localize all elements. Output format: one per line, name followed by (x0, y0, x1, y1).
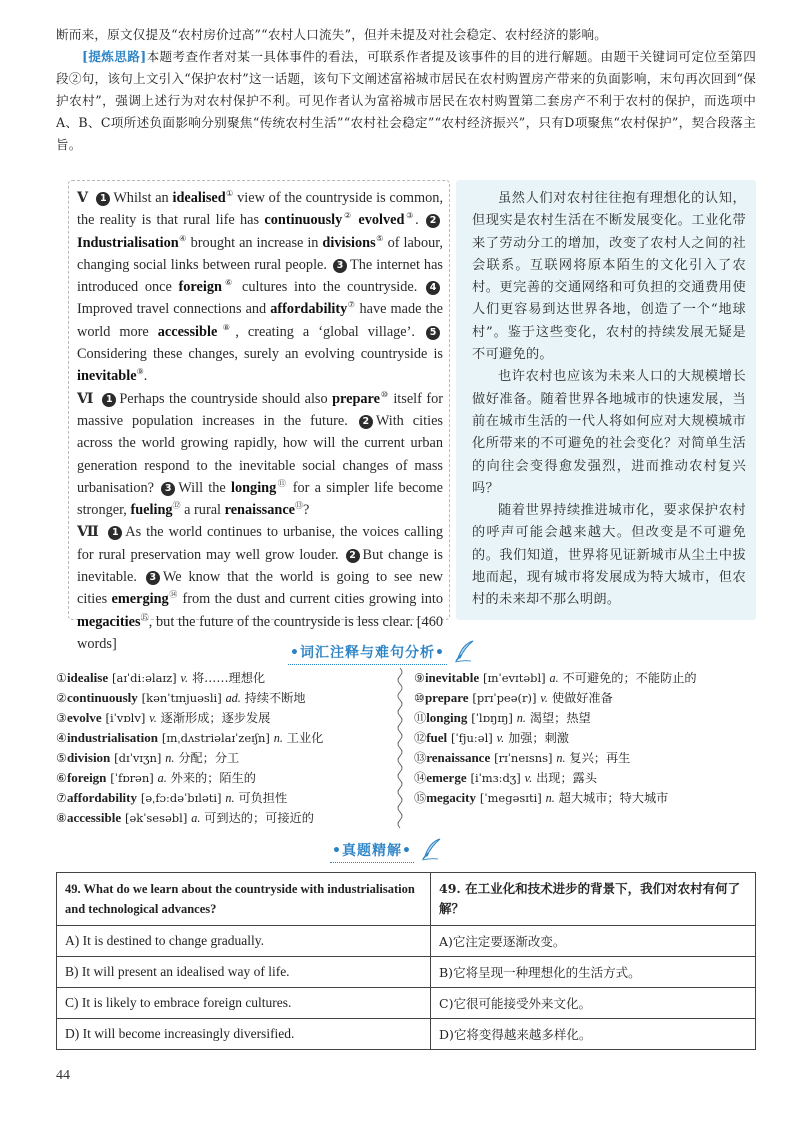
sentence-text: But change is inevitable. (77, 546, 444, 586)
vocab-number: ① (56, 671, 67, 685)
vocab-entry (414, 688, 697, 708)
vocab-phonetic: [iˈmɜːdʒ] (470, 771, 521, 785)
vocab-phonetic: [prɪˈpeə(r)] (472, 691, 537, 705)
vocab-number: ⑤ (56, 751, 67, 765)
footnote-marker: ⑫ (172, 501, 181, 511)
vocab-headword: division (66, 750, 111, 765)
vocab-word: prepare (332, 390, 380, 407)
sentence-number: 3 (161, 482, 175, 496)
word-count: [460 words] (77, 613, 443, 652)
sentence-text: The internet has introduced once (77, 256, 443, 296)
sentence-text: for a simpler life become stronger, (77, 479, 444, 519)
vocab-word: emerging (111, 591, 169, 608)
vocab-meaning: 外来的；陌生的 (170, 771, 256, 785)
vocab-pos: ad. (225, 691, 241, 705)
vocab-title-text: •词汇注释与难句分析• (288, 642, 447, 665)
sentence-text: of labour, changing social links between rural people. (77, 234, 444, 273)
vocab-pos: v. (149, 711, 157, 725)
vocab-headword: idealise (66, 670, 109, 685)
vocab-meaning: 超大城市；特大城市 (558, 791, 669, 805)
feather-pen-icon (453, 639, 477, 667)
sentence-text: We know that the world is going to see new cities (77, 569, 443, 608)
vocab-word: renaissance (224, 502, 296, 519)
vocab-phonetic: [kənˈtɪnjuəsli] (141, 691, 222, 705)
footnote-marker: ⑦ (347, 300, 356, 310)
passage-section (56, 180, 756, 652)
paragraph-numeral: Ⅴ (77, 190, 89, 206)
footnote-marker: ⑮ (140, 612, 149, 622)
vocab-entry (414, 768, 697, 788)
vocab-number: ⑬ (414, 751, 427, 765)
vocab-pos: n. (273, 731, 283, 745)
sentence-text: With cities across the world growing rapidly, how will the current urban generation respond to the inevitable social changes of mass urbanisation? (77, 412, 443, 496)
vocab-number: ④ (56, 731, 67, 745)
vocab-entry (414, 708, 697, 728)
vocab-entry (56, 728, 323, 748)
footnote-marker: ③ (404, 211, 416, 221)
vocab-pos: v. (540, 691, 548, 705)
vocab-phonetic: [dɪˈvɪʒn] (114, 751, 162, 765)
vocab-list-left (56, 668, 323, 828)
option-en: C) It is likely to embrace foreign cultures. (57, 988, 431, 1019)
question-table (56, 872, 756, 1050)
vocab-word: divisions (322, 234, 376, 251)
vocab-entry (414, 748, 697, 768)
question-en: 49. What do we learn about the countryside with industrialisation and technological advances? (57, 873, 431, 926)
vocab-meaning: 可负担性 (238, 791, 288, 805)
page-number: 44 (56, 1068, 70, 1083)
vocab-word: Industrialisation (77, 234, 179, 251)
explanation-block (56, 24, 756, 156)
sentence-number: 3 (146, 571, 160, 585)
question-row (57, 873, 756, 926)
vocab-pos: v. (496, 731, 505, 745)
option-zh: D)它将变得越来越多样化。 (431, 1019, 756, 1050)
vocab-pos: a. (157, 771, 167, 785)
vocab-meaning: 逐渐形成；逐步发展 (160, 711, 271, 725)
vocab-headword: longing (426, 710, 468, 725)
vocab-number: ⑮ (414, 791, 427, 805)
vocab-number: ⑧ (56, 811, 67, 825)
vocab-number: ③ (56, 711, 67, 725)
vocab-entry (56, 788, 323, 808)
vocab-pos: v. (180, 671, 189, 685)
sentence-text: Perhaps the countryside should also (119, 390, 333, 407)
translation-paragraph: 也许农村也应该为未来人口的大规模增长做好准备。随着世界各地城市的快速发展，当前在城市生活的一代人将如何应对大规模城市化所带来的不可避免的社会变化？对简单生活的向往会变得愈发强烈，进而推动农村复兴吗？ (472, 369, 746, 496)
vocab-headword: emerge (426, 770, 467, 785)
vocab-phonetic: [ˈlɒŋɪŋ] (471, 711, 513, 725)
vocab-headword: megacity (426, 790, 476, 805)
footnote-marker: ⑥ (221, 278, 236, 288)
vocab-meaning: 渴望；热望 (529, 711, 591, 725)
vocab-pos: n. (545, 791, 555, 805)
question-zh: 49. 在工业化和技术进步的背景下，我们对农村有何了解？ (431, 873, 756, 926)
option-en: B) It will present an idealised way of life. (57, 957, 431, 988)
sentence-text: ? (303, 502, 310, 519)
footnote-marker: ⑨ (136, 367, 144, 377)
option-en: A) It is destined to change gradually. (57, 926, 431, 957)
vocab-phonetic: [iˈvɒlv] (105, 711, 146, 725)
sentence-number: 3 (333, 259, 347, 273)
explanation-line: 断而来，原文仅提及“农村房价过高”“农村人口流失”，但并未提及对社会稳定、农村经济的影响。 (56, 27, 608, 42)
vocab-headword: inevitable (424, 670, 480, 685)
vocab-entry (414, 728, 697, 748)
sentence-text: brought an increase in (186, 234, 323, 251)
sentence-text: , creating a ‘global village’. (235, 323, 424, 340)
vocab-entry (56, 748, 323, 768)
sentence-text: Considering these changes, surely an evolving countryside is (77, 346, 443, 363)
vocab-word: longing (230, 479, 277, 496)
sentence-text: from the dust and current cities growing into (178, 591, 444, 608)
vocab-pos: a. (549, 671, 559, 685)
feather-pen-icon (420, 837, 444, 865)
vocab-number: ⑭ (414, 771, 427, 785)
sentence-text: a rural (180, 502, 225, 519)
vocab-word: foreign (178, 279, 222, 296)
vocab-headword: renaissance (426, 750, 491, 765)
vocab-pos: n. (556, 751, 566, 765)
vocab-word: megacities (77, 613, 141, 630)
vocab-word: inevitable (77, 368, 137, 385)
option-row (57, 957, 756, 988)
vocab-entry (56, 668, 323, 688)
vocab-headword: evolve (66, 710, 102, 725)
translation-paragraph: 虽然人们对农村往往抱有理想化的认知，但现实是农村生活在不断发展变化。工业化带来了劳动分工的增加，改变了农村人之间的社会联系。互联网将原本陌生的文化引入了农村。更完善的交通网络和可负担的交通费用使人们更容易到达世界各地，创造了一个“地球村”。鉴于这些变化，农村的持续发展无疑是不可避免的。 (472, 191, 746, 363)
footnote-marker: ⑤ (375, 233, 384, 243)
vocab-phonetic: [ˈmegəsɪti] (479, 791, 542, 805)
vocab-phonetic: [ɪnˈevɪtəbl] (482, 671, 546, 685)
vocab-phonetic: [aɪˈdiːəlaɪz] (111, 671, 177, 685)
reasoning-text: 本题考查作者对某一具体事件的看法，可联系作者提及该事件的目的进行解题。由题干关键词可定位至第四段②句，该句上文引入“保护农村”这一话题，该句下文阐述富裕城市居民在农村购置房产带来的负面影响，末句再次回到“保护农村”，强调上述行为对农村保护不利。可见作者认为富裕城市居民在农村购置第二套房产不利于农村的保护，而选项中A、B、C项所述负面影响分别聚焦“传统农村生活”“农村社会稳定”“农村经济振兴”，只有D项聚焦“农村保护”，契合段落主旨。 (56, 49, 757, 152)
vocab-entry (56, 808, 323, 828)
vocab-phonetic: [əkˈsesəbl] (124, 811, 188, 825)
vocab-word: accessible (157, 323, 218, 340)
vocab-headword: accessible (66, 810, 122, 825)
vocab-pos: a. (191, 811, 201, 825)
vocab-phonetic: [ɪnˌdʌstriəlaɪˈzeɪʃn] (161, 731, 270, 745)
vocab-headword: affordability (66, 790, 137, 805)
sentence-text: , but the future of the countryside is less clear. (148, 613, 417, 630)
footnote-marker: ⑪ (276, 479, 288, 489)
vocab-meaning: 复兴；再生 (569, 751, 631, 765)
vocab-phonetic: [ˈfɒrən] (110, 771, 154, 785)
sentence-text: Improved travel connections and (77, 301, 271, 318)
sentence-number: 5 (426, 326, 440, 340)
sentence-number: 2 (359, 415, 373, 429)
vocab-number: ⑨ (414, 671, 425, 685)
option-en: D) It will become increasingly diversified. (57, 1019, 431, 1050)
sentence-text: itself for massive population increases in the future. (77, 390, 444, 429)
sentence-number: 1 (108, 526, 122, 540)
sentence-number: 1 (96, 192, 110, 206)
vocab-number: ⑦ (56, 791, 67, 805)
option-zh: C)它很可能接受外来文化。 (431, 988, 756, 1019)
paragraph-vi (77, 388, 443, 522)
footnote-marker: ⑩ (380, 389, 389, 399)
sentence-text: . (143, 368, 148, 385)
english-passage (68, 180, 450, 652)
vocab-word: fueling (130, 502, 173, 519)
option-row (57, 1019, 756, 1050)
option-zh: A)它注定要逐渐改变。 (431, 926, 756, 957)
sentence-text: have made the world more (77, 301, 444, 340)
sentence-text: As the world continues to urbanise, the voices calling for rural preservation may well grow louder. (77, 524, 443, 563)
vocab-section-title (288, 640, 477, 666)
exam-section-title (330, 838, 444, 864)
vocab-word: evolved (358, 212, 405, 229)
paragraph-numeral: Ⅶ (77, 524, 101, 541)
vocab-word: idealised (172, 190, 226, 206)
vocab-entry (414, 668, 697, 688)
vocab-meaning: 将……理想化 (191, 671, 266, 685)
vocab-number: ② (56, 691, 67, 705)
sentence-text: cultures into the countryside. (235, 279, 424, 296)
option-row (57, 988, 756, 1019)
vocab-column-divider (396, 668, 404, 830)
sentence-text: . (415, 212, 425, 229)
vocab-number: ⑫ (414, 731, 427, 745)
vocab-meaning: 工业化 (286, 731, 324, 745)
vocab-entry (56, 688, 323, 708)
vocab-pos: n. (516, 711, 526, 725)
sentence-text: Whilst an (113, 190, 173, 206)
vocab-phonetic: [rɪˈneɪsns] (494, 751, 553, 765)
reasoning-tag: [提炼思路] (82, 49, 147, 64)
option-row (57, 926, 756, 957)
translation-paragraph: 随着世界持续推进城市化，要求保护农村的呼声可能会越来越大。但改变是不可避免的。我们知道，世界将见证新城市从尘土中拔地而起，现有城市将发展成为特大城市，但农村的未来却不那么明朗。 (472, 503, 746, 608)
vocab-pos: v. (524, 771, 533, 785)
vocab-meaning: 分配；分工 (178, 751, 240, 765)
vocab-entry (56, 768, 323, 788)
vocab-word: affordability (270, 301, 348, 318)
vocab-meaning: 可到达的；可接近的 (204, 811, 314, 825)
vocab-number: ⑥ (56, 771, 67, 785)
vocab-meaning: 加强；刺激 (508, 731, 569, 745)
footnote-marker: ⑧ (217, 323, 236, 333)
vocab-number: ⑩ (414, 691, 425, 705)
exam-title-text: •真题精解• (330, 840, 414, 863)
vocab-phonetic: [əˌfɔːdəˈbɪləti] (140, 791, 222, 805)
reasoning-paragraph (56, 46, 756, 156)
paragraph-vii (77, 521, 443, 655)
vocab-headword: continuously (66, 690, 138, 705)
footnote-marker: ① (225, 189, 234, 199)
vocab-entry (414, 788, 697, 808)
paragraph-v (77, 187, 443, 388)
vocab-phonetic: [ˈfjuːəl] (451, 731, 493, 745)
vocab-meaning: 不可避免的；不能防止的 (562, 671, 697, 685)
vocab-entry (56, 708, 323, 728)
vocab-meaning: 出现；露头 (536, 771, 598, 785)
vocab-headword: fuel (426, 730, 448, 745)
vocab-word: continuously (264, 212, 343, 229)
sentence-number: 4 (426, 281, 440, 295)
chinese-translation (456, 180, 756, 620)
sentence-text: view of the countryside is common, the reality is that rural life has (77, 190, 444, 229)
footnote-marker: ④ (178, 233, 187, 243)
vocab-number: ⑪ (414, 711, 427, 725)
vocab-headword: prepare (424, 690, 469, 705)
footnote-marker: ⑭ (168, 590, 179, 600)
vocab-pos: n. (165, 751, 175, 765)
vocab-pos: n. (225, 791, 235, 805)
sentence-number: 1 (102, 393, 116, 407)
option-zh: B)它将呈现一种理想化的生活方式。 (431, 957, 756, 988)
sentence-number: 2 (346, 549, 360, 563)
vocab-list-right (414, 668, 697, 808)
footnote-marker: ② (342, 211, 353, 221)
sentence-text: Will the (178, 479, 231, 496)
vocab-headword: foreign (66, 770, 107, 785)
paragraph-numeral: Ⅵ (77, 390, 95, 407)
vocab-headword: industrialisation (66, 730, 158, 745)
vocab-meaning: 使做好准备 (551, 691, 613, 705)
sentence-number: 2 (426, 214, 440, 228)
vocab-meaning: 持续不断地 (244, 691, 306, 705)
footnote-marker: ⑬ (295, 501, 304, 511)
